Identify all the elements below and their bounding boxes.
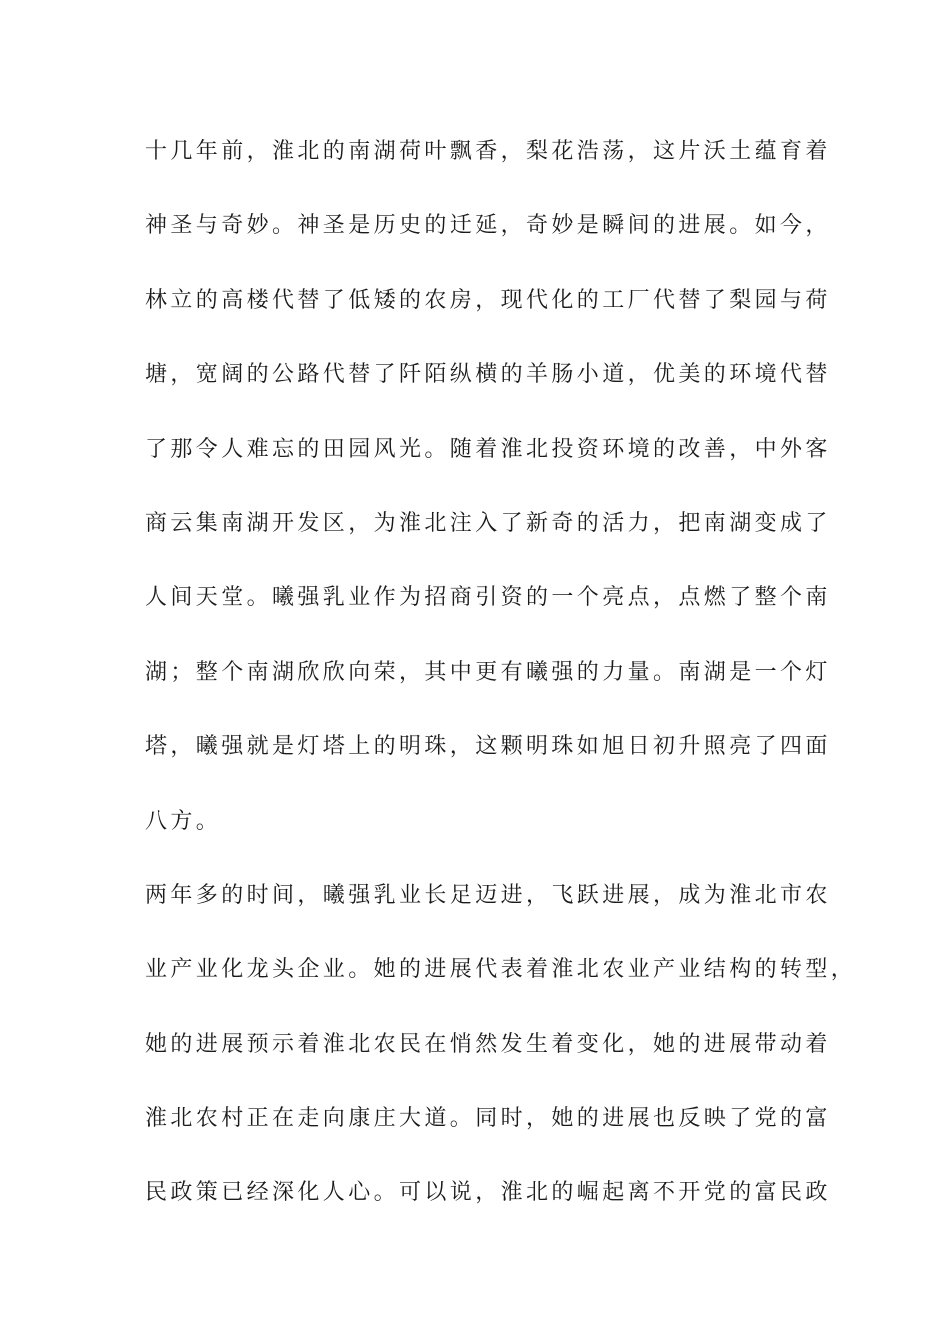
text-line: 神圣与奇妙。神圣是历史的迁延，奇妙是瞬间的进展。如今， [145, 213, 831, 239]
document-body [145, 130, 857, 1246]
text-line: 十几年前，淮北的南湖荷叶飘香，梨花浩荡，这片沃土蕴育着 [145, 139, 831, 164]
text-line: 八方。 [145, 808, 222, 834]
text-line: 塔，曦强就是灯塔上的明珠，这颗明珠如旭日初升照亮了四面 [145, 734, 831, 760]
paragraph-2 [145, 874, 857, 1246]
text-line: 林立的高楼代替了低矮的农房，现代化的工厂代替了梨园与荷 [145, 287, 831, 313]
text-line: 民政策已经深化人心。可以说，淮北的崛起离不开党的富民政 [145, 1180, 831, 1206]
text-line: 商云集南湖开发区，为淮北注入了新奇的活力，把南湖变成了 [145, 510, 831, 536]
text-line: 她的进展预示着淮北农民在悄然发生着变化，她的进展带动着 [145, 1031, 831, 1057]
text-line: 两年多的时间，曦强乳业长足迈进，飞跃进展，成为淮北市农 [145, 882, 831, 908]
text-line: 塘，宽阔的公路代替了阡陌纵横的羊肠小道，优美的环境代替 [145, 362, 831, 388]
text-line: 人间天堂。曦强乳业作为招商引资的一个亮点，点燃了整个南 [145, 585, 831, 611]
paragraph-1 [145, 130, 831, 874]
text-line: 业产业化龙头企业。她的进展代表着淮北农业产业结构的转型， [145, 957, 857, 983]
text-line: 湖；整个南湖欣欣向荣，其中更有曦强的力量。南湖是一个灯 [145, 659, 831, 685]
text-line: 淮北农村正在走向康庄大道。同时，她的进展也反映了党的富 [145, 1106, 831, 1132]
text-line: 了那令人难忘的田园风光。随着淮北投资环境的改善，中外客 [145, 436, 831, 462]
